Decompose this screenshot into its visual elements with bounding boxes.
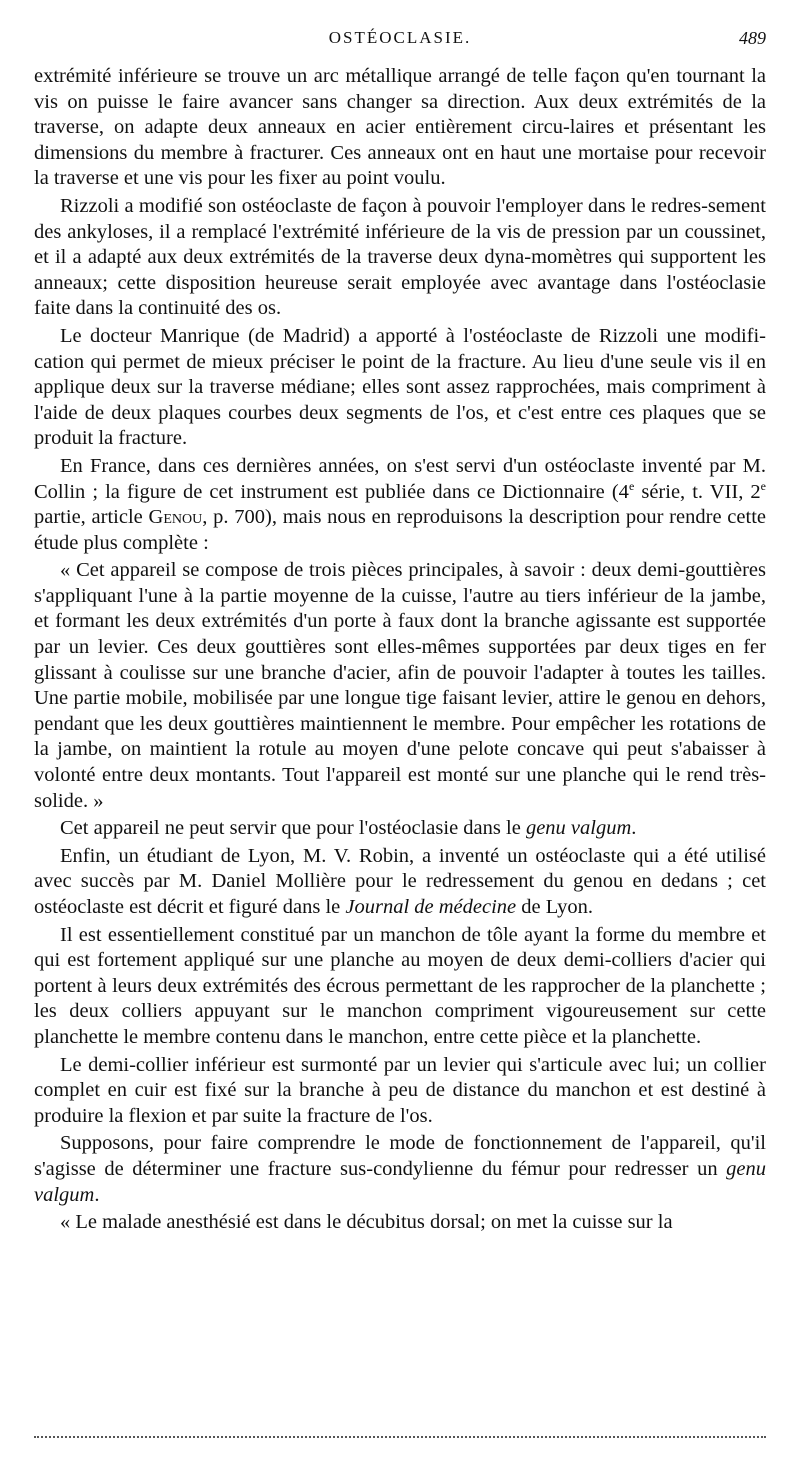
page-number: 489 [739, 28, 766, 48]
text-span: . [94, 1183, 100, 1206]
superscript: e [628, 478, 635, 493]
body-text [34, 64, 766, 1236]
text-span: En France, dans ces dernières années, on s'est servi d'un ostéoclaste inventé par M. Collin ; la figure de cet instrument est publiée dans ce Dictionnaire (4 [34, 454, 766, 503]
text-span: , p. 700), mais nous en reproduisons la description pour rendre cette étude plus complète : [34, 506, 766, 554]
text-span: de Lyon. [516, 896, 594, 918]
text-span: Enfin, un étudiant de Lyon, M. V. Robin, a inventé un ostéoclaste qui a été utilisé avec succès par M. Daniel Mollière pour le redressement du genou en dedans ; cet ostéoclaste est décrit et figuré dans le [34, 844, 766, 918]
paragraph-manrique: Le docteur Manrique (de Madrid) a apporté à l'ostéoclaste de Rizzoli une modifi-cation qui permet de mieux préciser le point de la fracture. Au lieu d'une seule vis il en applique deux sur la traverse médiane; elles sont assez rapprochées, mais compriment à l'aide de deux plaques courbes deux segments de l'os, et c'est entre ces plaques que se produit la fracture. [34, 324, 766, 450]
footer-dotted-rule [34, 1436, 766, 1438]
paragraph-continuation: extrémité inférieure se trouve un arc métallique arrangé de telle façon qu'en tournant la vis on puisse le faire avancer sans changer sa direction. Aux deux extrémités de la traverse, on adapte deux anneaux en acier entièrement circu-laires et présentant les dimensions du membre à fracturer. Ces anneaux ont en haut une mortaise pour recevoir la traverse et une vis pour les fixer au point voulu. [34, 65, 766, 190]
article-reference: Genou [148, 506, 203, 529]
paragraph-manchon: Il est essentiellement constitué par un manchon de tôle ayant la forme du membre et qui est fortement appliqué sur une planche au moyen de deux demi-colliers d'acier qui portent à leurs deux extrémités des écrous permettant de les rapprocher de la planchette ; les deux colliers appuyant sur le manchon compriment vigoureusement sur cette planchette le membre contenu dans le manchon, entre cette pièce et la planchette. [34, 923, 766, 1048]
paragraph-robin [34, 844, 766, 921]
text-span: Supposons, pour faire comprendre le mode de fonctionnement de l'appareil, qu'il s'agisse de déterminer une fracture sus-condylienne du fémur pour redresser un [34, 1132, 766, 1180]
paragraph-rizzoli: Rizzoli a modifié son ostéoclaste de façon à pouvoir l'employer dans le redres-sement des ankyloses, il a remplacé l'extrémité inférieure de la vis de pression par un coussinet, et il a adapté aux deux extrémités de la traverse deux dyna-momètres qui supportent les anneaux; cette disposition heureuse serait employée avec avantage dans l'ostéoclasie faite dans la continuité des os. [34, 194, 766, 320]
running-header [34, 28, 766, 52]
paragraph-genu-valgum [34, 816, 766, 842]
paragraph-quote-collin: « Cet appareil se compose de trois pièces principales, à savoir : deux demi-gouttières s'appliquant l'une à la partie moyenne de la cuisse, l'autre au tiers inférieur de la jambe, et formant les deux extrémités d'un porte à faux dont la branche agissante est supportée par un levier. Ces deux gouttières sont elles-mêmes supportées par deux tiges en fer glissant à coulisse sur une branche d'acier, afin de pouvoir l'adapter à toutes les tailles. Une partie mobile, mobilisée par une longue tige faisant levier, attire le genou en dehors, pendant que les deux gouttières maintiennent le membre. Pour empêcher les rotations de la jambe, on maintient la rotule au moyen d'une pelote concave qui peut s'abaisser à volonté entre deux montants. Tout l'appareil est monté sur une planche qui le rend très-solide. » [34, 559, 766, 812]
text-span: Cet appareil ne peut servir que pour l'ostéoclasie dans le [60, 817, 526, 840]
document-page [34, 28, 766, 1238]
text-span: série, t. VII, 2 [634, 480, 761, 503]
italic-term: genu valgum [34, 1157, 766, 1206]
paragraph-demi-collier: Le demi-collier inférieur est surmonté par un levier qui s'articule avec lui; un collier complet en cuir est fixé sur la branche à peu de distance du manchon et est destiné à produire la flexion et par suite la fracture de l'os. [34, 1053, 766, 1127]
superscript: e [760, 478, 766, 493]
text-span: . [631, 817, 637, 840]
italic-term: genu valgum [525, 817, 632, 840]
journal-title: Journal de médecine [345, 896, 517, 918]
text-span: partie, article [34, 506, 149, 529]
running-title: OSTÉOCLASIE. [328, 28, 472, 47]
paragraph-supposons [34, 1131, 766, 1208]
paragraph-collin [34, 454, 766, 556]
paragraph-malade: « Le malade anesthésié est dans le décubitus dorsal; on met la cuisse sur la [60, 1211, 673, 1234]
